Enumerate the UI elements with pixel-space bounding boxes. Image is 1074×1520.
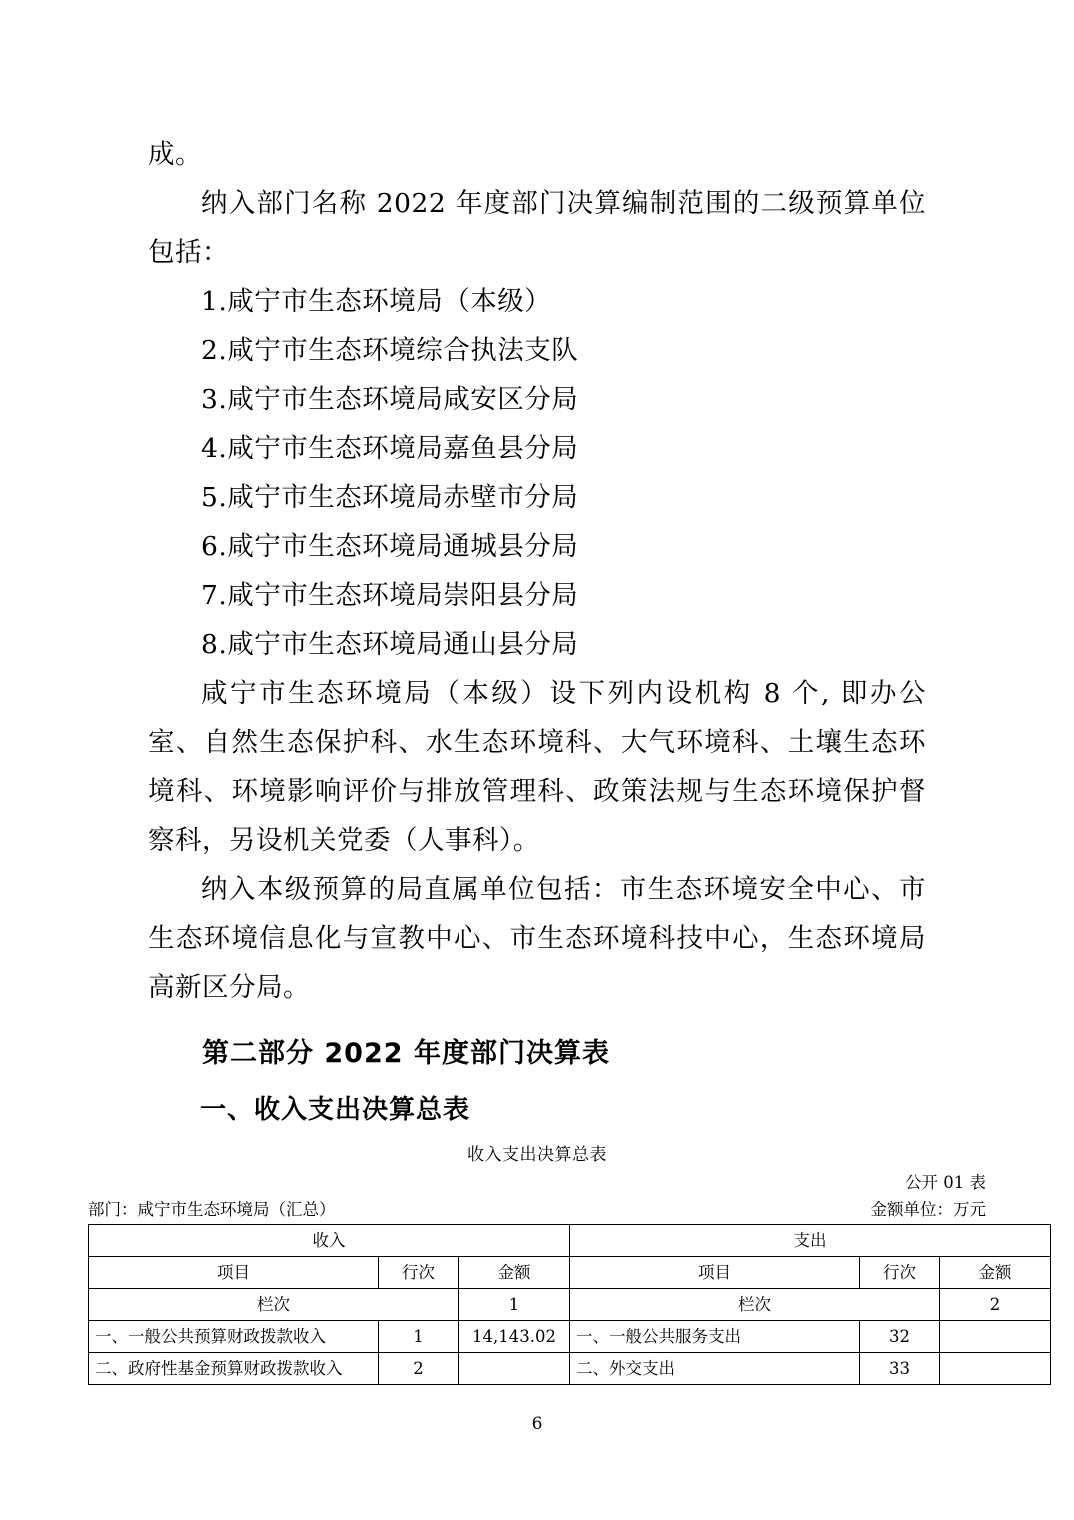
column-index-label-expenditure: 栏次 [570,1289,940,1321]
col-header-exp-amount: 金额 [940,1257,1051,1289]
col-header-income-item: 项目 [89,1257,379,1289]
paragraph-continuation: 成。 [148,139,202,170]
expenditure-row-no: 33 [860,1353,940,1385]
paragraph-internal-organs: 咸宁市生态环境局（本级）设下列内设机构 8 个, 即办公室、自然生态保护科、水生态环境科、大气环境科、土壤生态环境科、环境影响评价与排放管理科、政策法规与生态环境保护督察科，另设机关党委（人事科）。 [148,678,926,856]
income-expenditure-table [88,1224,1051,1385]
list-item: 3.咸宁市生态环境局咸安区分局 [201,384,579,415]
col-header-income-rowno: 行次 [379,1257,459,1289]
table-row [89,1321,1051,1353]
column-index-income: 1 [459,1289,570,1321]
group-header-income: 收入 [89,1225,570,1257]
paragraph-scope: 纳入部门名称 2022 年度部门决算编制范围的二级预算单位包括： [148,188,926,268]
subordinate-unit-list [148,277,926,669]
income-item: 一、一般公共预算财政拨款收入 [89,1321,379,1353]
col-header-income-amount: 金额 [459,1257,570,1289]
table-row-group-header [89,1225,1051,1257]
list-item: 2.咸宁市生态环境综合执法支队 [201,335,579,366]
form-number: 公开 01 表 [905,1173,986,1192]
amount-unit-line: 金额单位：万元 [870,1200,986,1219]
list-item: 5.咸宁市生态环境局赤壁市分局 [201,482,579,513]
table-row-column-header [89,1257,1051,1289]
list-item: 4.咸宁市生态环境局嘉鱼县分局 [201,433,579,464]
heading-part-two: 第二部分 2022 年度部门决算表 [202,1038,610,1069]
expenditure-amount [940,1321,1051,1353]
table-row-column-index [89,1289,1051,1321]
list-item: 6.咸宁市生态环境局通城县分局 [201,531,579,562]
income-amount: 14,143.02 [459,1321,570,1353]
expenditure-item: 二、外交支出 [570,1353,860,1385]
income-row-no: 2 [379,1353,459,1385]
heading-section-one: 一、收入支出决算总表 [200,1095,471,1125]
col-header-exp-item: 项目 [570,1257,860,1289]
table-caption: 收入支出决算总表 [467,1145,607,1165]
income-row-no: 1 [379,1321,459,1353]
list-item: 1.咸宁市生态环境局（本级） [201,286,552,317]
group-header-expenditure: 支出 [570,1225,1051,1257]
expenditure-item: 一、一般公共服务支出 [570,1321,860,1353]
department-line: 部门：咸宁市生态环境局（汇总） [88,1200,336,1219]
column-index-expenditure: 2 [940,1289,1051,1321]
income-amount [459,1353,570,1385]
page-number: 6 [531,1414,543,1434]
col-header-exp-rowno: 行次 [860,1257,940,1289]
table-meta [88,1170,986,1224]
income-item: 二、政府性基金预算财政拨款收入 [89,1353,379,1385]
list-item: 8.咸宁市生态环境局通山县分局 [201,629,579,660]
column-index-label-income: 栏次 [89,1289,459,1321]
table-row [89,1353,1051,1385]
expenditure-amount [940,1353,1051,1385]
expenditure-row-no: 32 [860,1321,940,1353]
paragraph-direct-units: 纳入本级预算的局直属单位包括：市生态环境安全中心、市生态环境信息化与宣教中心、市生态环境科技中心，生态环境局高新区分局。 [148,874,926,1003]
list-item: 7.咸宁市生态环境局崇阳县分局 [201,580,579,611]
